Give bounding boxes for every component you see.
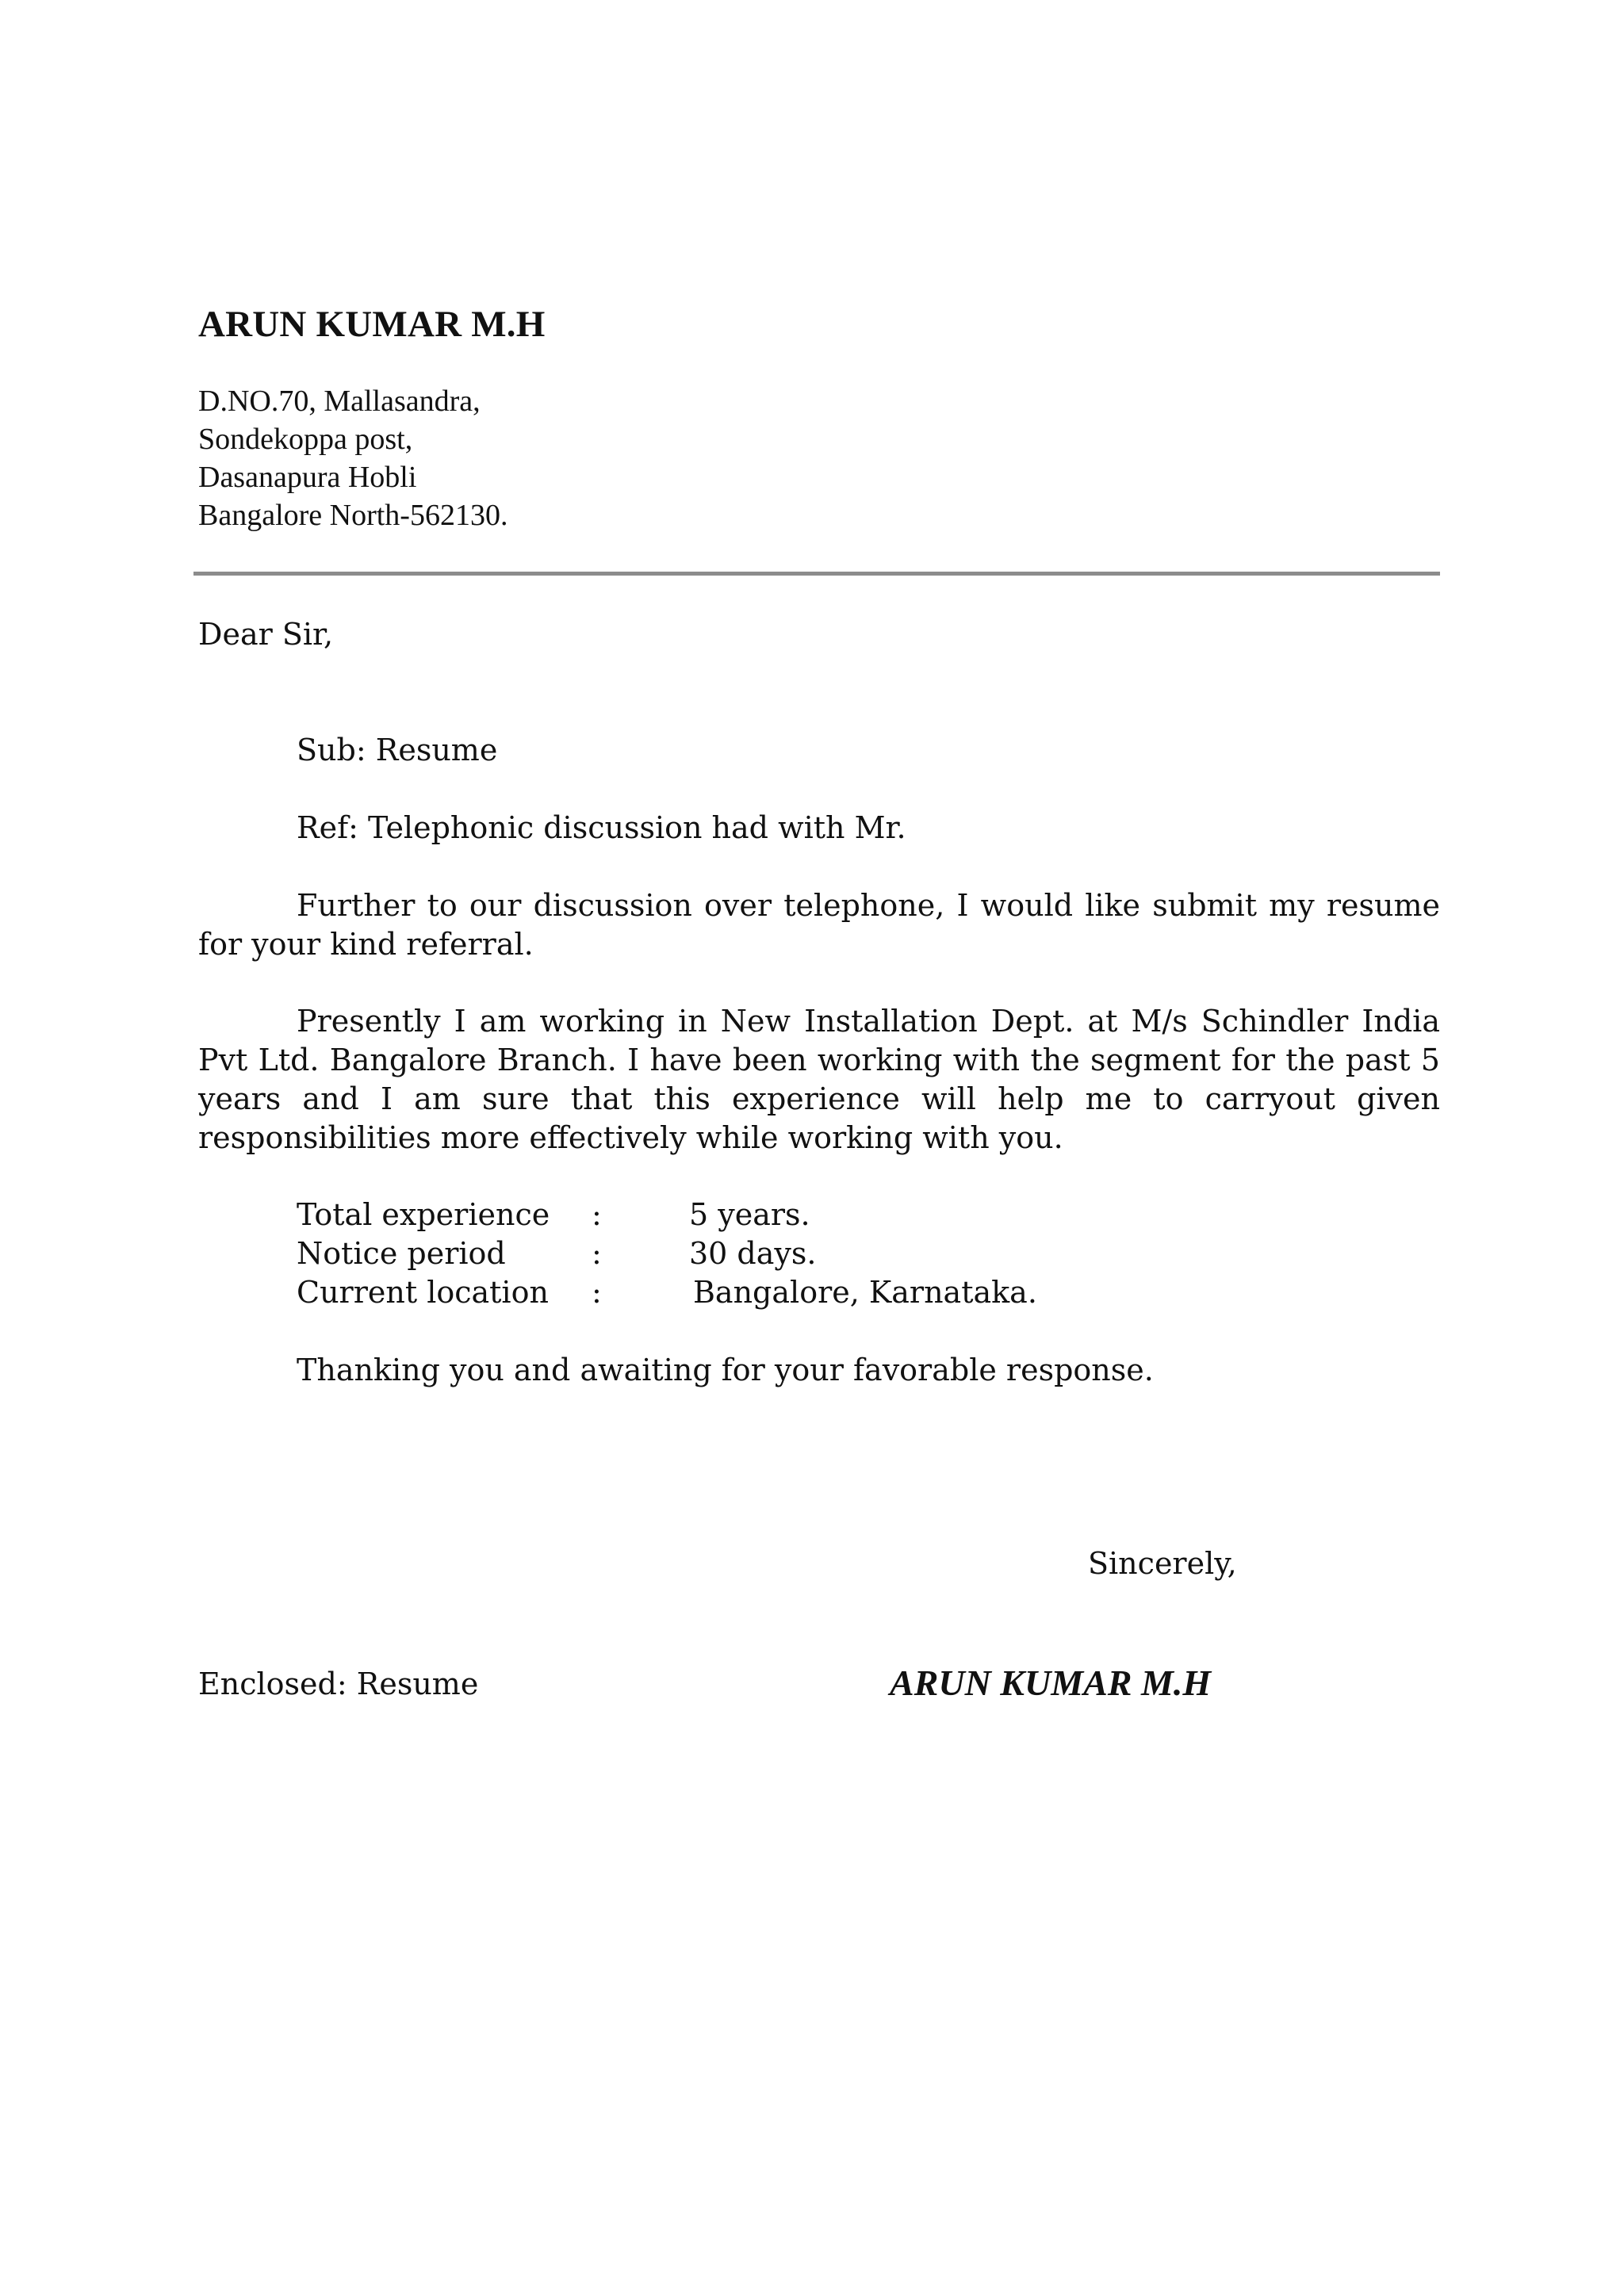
detail-label: Current location: [297, 1275, 549, 1310]
address-line: Bangalore North-562130.: [198, 499, 508, 532]
salutation: Dear Sir,: [198, 617, 334, 652]
reference-line: Ref: Telephonic discussion had with Mr.: [297, 810, 906, 845]
header-divider: [193, 572, 1440, 576]
closing: Sincerely,: [1088, 1546, 1237, 1581]
address-line: D.NO.70, Mallasandra,: [198, 385, 481, 418]
address-line: Dasanapura Hobli: [198, 461, 417, 494]
detail-value: Bangalore, Karnataka.: [693, 1275, 1037, 1310]
detail-separator: :: [592, 1275, 602, 1310]
detail-label: Notice period: [297, 1236, 506, 1271]
sender-name: ARUN KUMAR M.H: [198, 304, 546, 345]
body-paragraph-2: Presently I am working in New Installation Dept. at M/s Schindler India Pvt Ltd. Bangalore Branch. I have been working with the segment for the past 5 years and I am sure that this experience will help me to carryout given responsibilities more effectively while working with you.: [198, 1004, 1440, 1155]
signature-name: ARUN KUMAR M.H: [890, 1663, 1212, 1703]
detail-separator: :: [592, 1197, 602, 1232]
body-paragraph-1: Further to our discussion over telephone, I would like submit my resume for your kind referral.: [198, 888, 1440, 962]
detail-value: 30 days.: [689, 1236, 817, 1271]
enclosure-note: Enclosed: Resume: [198, 1667, 479, 1701]
address-line: Sondekoppa post,: [198, 423, 413, 456]
detail-separator: :: [592, 1236, 602, 1271]
detail-value: 5 years.: [689, 1197, 810, 1232]
sender-address: [198, 382, 508, 534]
subject-line: Sub: Resume: [297, 733, 498, 767]
detail-label: Total experience: [297, 1197, 550, 1232]
thanks-line: Thanking you and awaiting for your favorable response.: [297, 1353, 1154, 1387]
